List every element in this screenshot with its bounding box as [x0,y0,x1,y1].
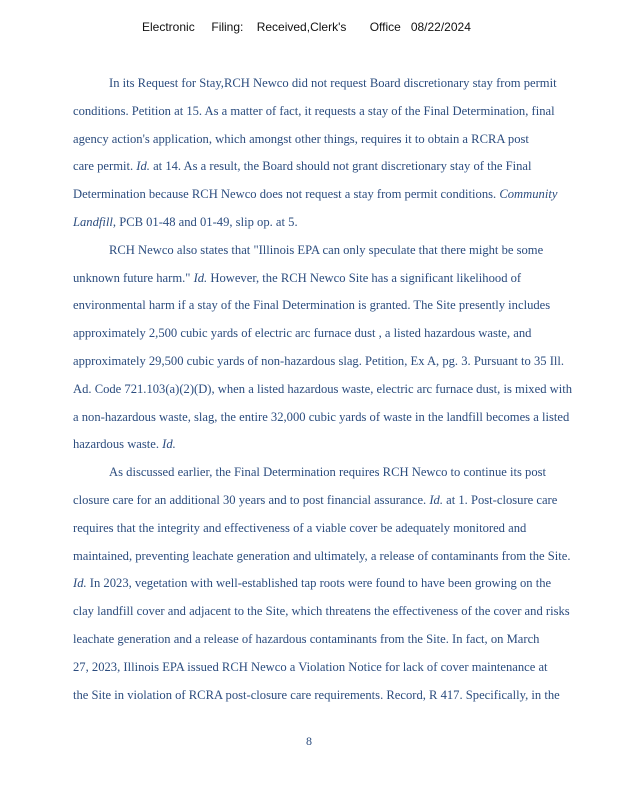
text-line: Determination because RCH Newco does not request a stay from permit conditions. Community [73,187,558,202]
text-line: RCH Newco also states that "Illinois EPA can only speculate that there might be some [109,242,544,257]
text-line: leachate generation and a release of hazardous contaminants from the Site. In fact, on March [73,631,540,646]
paragraph-post-closure-care [73,459,613,709]
text-line: Landfill, PCB 01-48 and 01-49, slip op. at 5. [73,214,298,229]
text-line: hazardous waste. Id. [73,437,176,452]
text-line: closure care for an additional 30 years and to post financial assurance. Id. at 1. Post-closure care [73,492,558,507]
text-line: approximately 29,500 cubic yards of non-hazardous slag. Petition, Ex A, pg. 3. Pursuant to 35 Ill. [73,353,565,368]
text-line: environmental harm if a stay of the Final Determination is granted. The Site presently includes [73,298,551,313]
text-line: In its Request for Stay,RCH Newco did not request Board discretionary stay from permit [109,76,557,90]
text-line: requires that the integrity and effectiveness of a viable cover be adequately monitored and [73,520,527,535]
paragraph-stay-request [73,70,613,237]
text-line: agency action's application, which amongst other things, requires it to obtain a RCRA post [73,131,529,146]
filing-stamp-header: Electronic Filing: Received,Clerk's Office 08/22/2024 [142,20,471,34]
text-line: Ad. Code 721.103(a)(2)(D), when a listed hazardous waste, electric arc furnace dust, is mixed with [73,381,573,396]
text-line: clay landfill cover and adjacent to the Site, which threatens the effectiveness of the cover and risks [73,604,570,619]
page-number: 8 [306,734,312,748]
text-line: As discussed earlier, the Final Determination requires RCH Newco to continue its post [109,465,547,480]
paragraph-environmental-harm [73,237,613,459]
text-line: care permit. Id. at 14. As a result, the Board should not grant discretionary stay of the Final [73,159,532,174]
document-body [73,70,613,709]
text-line: unknown future harm." Id. However, the RCH Newco Site has a significant likelihood of [73,270,522,285]
text-line: 27, 2023, Illinois EPA issued RCH Newco a Violation Notice for lack of cover maintenance at [73,659,548,674]
text-line: Id. In 2023, vegetation with well-established tap roots were found to have been growing on the [73,576,552,591]
text-line: maintained, preventing leachate generation and ultimately, a release of contaminants from the Site. [73,548,571,563]
text-line: conditions. Petition at 15. As a matter of fact, it requests a stay of the Final Determination, final [73,103,555,118]
text-line: approximately 2,500 cubic yards of electric arc furnace dust , a listed hazardous waste, and [73,326,532,341]
text-line: the Site in violation of RCRA post-closure care requirements. Record, R 417. Specifically, in the [73,687,560,702]
text-line: a non-hazardous waste, slag, the entire 32,000 cubic yards of waste in the landfill becomes a listed [73,409,570,424]
